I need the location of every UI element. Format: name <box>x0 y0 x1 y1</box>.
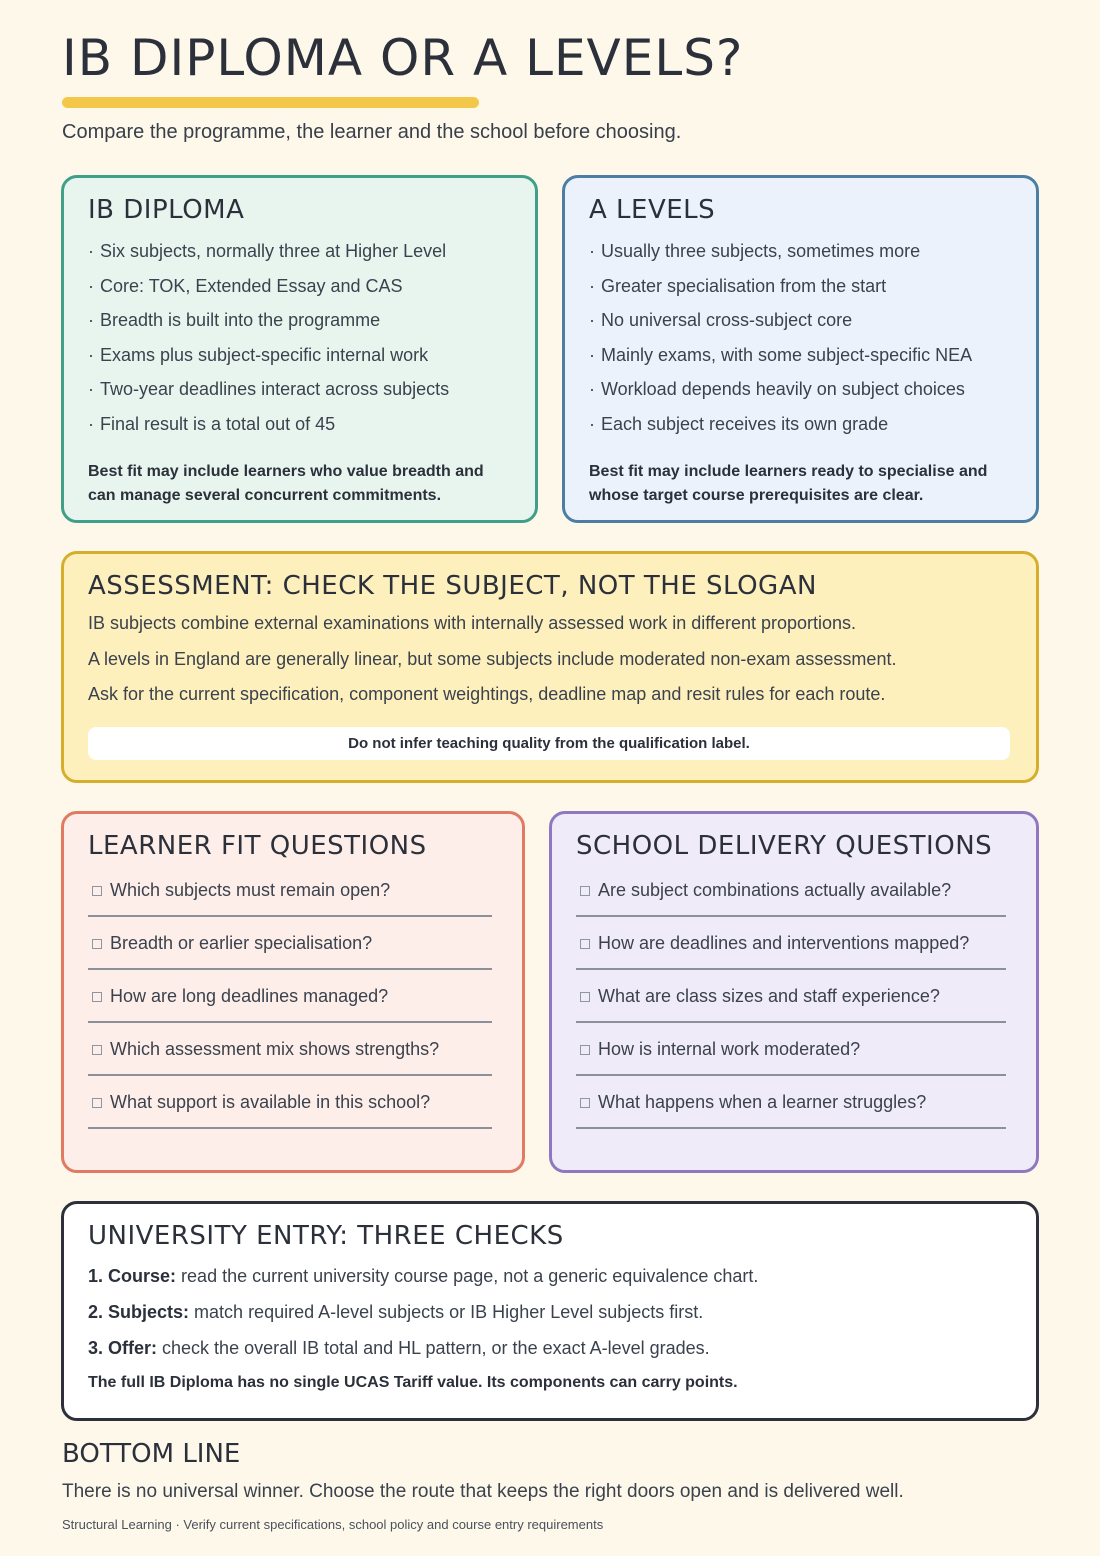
learner-fit-card <box>61 811 525 1173</box>
university-check-offer: 3. Offer: check the overall IB total and HL pattern, or the exact A-level grades. <box>88 1338 710 1358</box>
school-question[interactable]: How are deadlines and interventions mapped? <box>576 919 1006 970</box>
title-underline <box>62 97 479 108</box>
checkbox-icon[interactable] <box>92 886 102 896</box>
ib-bullet: · Two-year deadlines interact across subjects <box>88 379 450 400</box>
school-question[interactable]: Are subject combinations actually available? <box>576 866 1006 917</box>
ib-diploma-card <box>61 175 538 523</box>
a-levels-heading: A LEVELS <box>589 195 716 225</box>
checkbox-icon[interactable] <box>92 992 102 1002</box>
bottom-line-heading: BOTTOM LINE <box>62 1439 241 1469</box>
a-levels-best-fit-note: Best fit may include learners ready to specialise and whose target course prerequisites are clear. <box>589 462 988 504</box>
checkbox-icon[interactable] <box>92 1098 102 1108</box>
page-subtitle: Compare the programme, the learner and the school before choosing. <box>62 121 682 143</box>
checkbox-icon[interactable] <box>580 939 590 949</box>
a-levels-bullet: · No universal cross-subject core <box>589 310 853 331</box>
university-check-course: 1. Course: read the current university course page, not a generic equivalence chart. <box>88 1266 759 1286</box>
learner-fit-heading: LEARNER FIT QUESTIONS <box>88 831 427 861</box>
university-entry-card <box>61 1201 1039 1421</box>
learner-question[interactable]: How are long deadlines managed? <box>88 972 492 1023</box>
learner-question[interactable]: Breadth or earlier specialisation? <box>88 919 492 970</box>
checkbox-icon[interactable] <box>92 1045 102 1055</box>
school-question[interactable]: What are class sizes and staff experience? <box>576 972 1006 1023</box>
ib-bullet: · Core: TOK, Extended Essay and CAS <box>88 275 403 296</box>
assessment-note: Do not infer teaching quality from the qualification label. <box>88 727 1010 760</box>
ib-diploma-heading: IB DIPLOMA <box>88 195 245 225</box>
school-question[interactable]: How is internal work moderated? <box>576 1025 1006 1076</box>
learner-question-list <box>88 866 492 1129</box>
checkbox-icon[interactable] <box>580 886 590 896</box>
university-note: The full IB Diploma has no single UCAS Tariff value. Its components can carry points. <box>88 1374 738 1391</box>
checkbox-icon[interactable] <box>92 939 102 949</box>
assessment-line: Ask for the current specification, component weightings, deadline map and resit rules for each route. <box>88 684 886 704</box>
learner-question[interactable]: Which assessment mix shows strengths? <box>88 1025 492 1076</box>
a-levels-bullet: · Each subject receives its own grade <box>589 413 889 434</box>
school-delivery-heading: SCHOOL DELIVERY QUESTIONS <box>576 831 993 861</box>
learner-question[interactable]: Which subjects must remain open? <box>88 866 492 917</box>
assessment-line: IB subjects combine external examinations with internally assessed work in different proportions. <box>88 613 857 633</box>
a-levels-bullet-list <box>589 234 1012 442</box>
page-title: IB DIPLOMA OR A LEVELS? <box>62 29 744 87</box>
checkbox-icon[interactable] <box>580 1045 590 1055</box>
a-levels-bullet: · Mainly exams, with some subject-specific NEA <box>589 344 973 365</box>
ib-bullet: · Breadth is built into the programme <box>88 310 381 331</box>
school-question[interactable]: What happens when a learner struggles? <box>576 1078 1006 1129</box>
ib-bullet-list <box>88 234 511 442</box>
ib-bullet: · Six subjects, normally three at Higher Level <box>88 241 447 261</box>
footer-note: Structural Learning · Verify current specifications, school policy and course entry requirements <box>62 1517 604 1532</box>
ib-best-fit-note: Best fit may include learners who value breadth and can manage several concurrent commitments. <box>88 462 484 504</box>
assessment-card <box>61 551 1039 783</box>
school-question-list <box>576 866 1006 1129</box>
university-entry-heading: UNIVERSITY ENTRY: THREE CHECKS <box>88 1221 564 1251</box>
ib-bullet: · Exams plus subject-specific internal work <box>88 344 429 365</box>
a-levels-bullet: · Greater specialisation from the start <box>589 275 887 296</box>
ib-bullet: · Final result is a total out of 45 <box>88 413 336 434</box>
university-check-subjects: 2. Subjects: match required A-level subjects or IB Higher Level subjects first. <box>88 1302 704 1322</box>
bottom-line-text: There is no universal winner. Choose the route that keeps the right doors open and is delivered well. <box>62 1481 904 1502</box>
school-delivery-card <box>549 811 1039 1173</box>
a-levels-bullet: · Workload depends heavily on subject choices <box>589 379 965 400</box>
checkbox-icon[interactable] <box>580 992 590 1002</box>
checkbox-icon[interactable] <box>580 1098 590 1108</box>
a-levels-card <box>562 175 1039 523</box>
assessment-heading: ASSESSMENT: CHECK THE SUBJECT, NOT THE SLOGAN <box>88 571 817 601</box>
learner-question[interactable]: What support is available in this school? <box>88 1078 492 1129</box>
a-levels-bullet: · Usually three subjects, sometimes more <box>589 241 921 261</box>
assessment-line: A levels in England are generally linear, but some subjects include moderated non-exam assessment. <box>88 648 897 669</box>
